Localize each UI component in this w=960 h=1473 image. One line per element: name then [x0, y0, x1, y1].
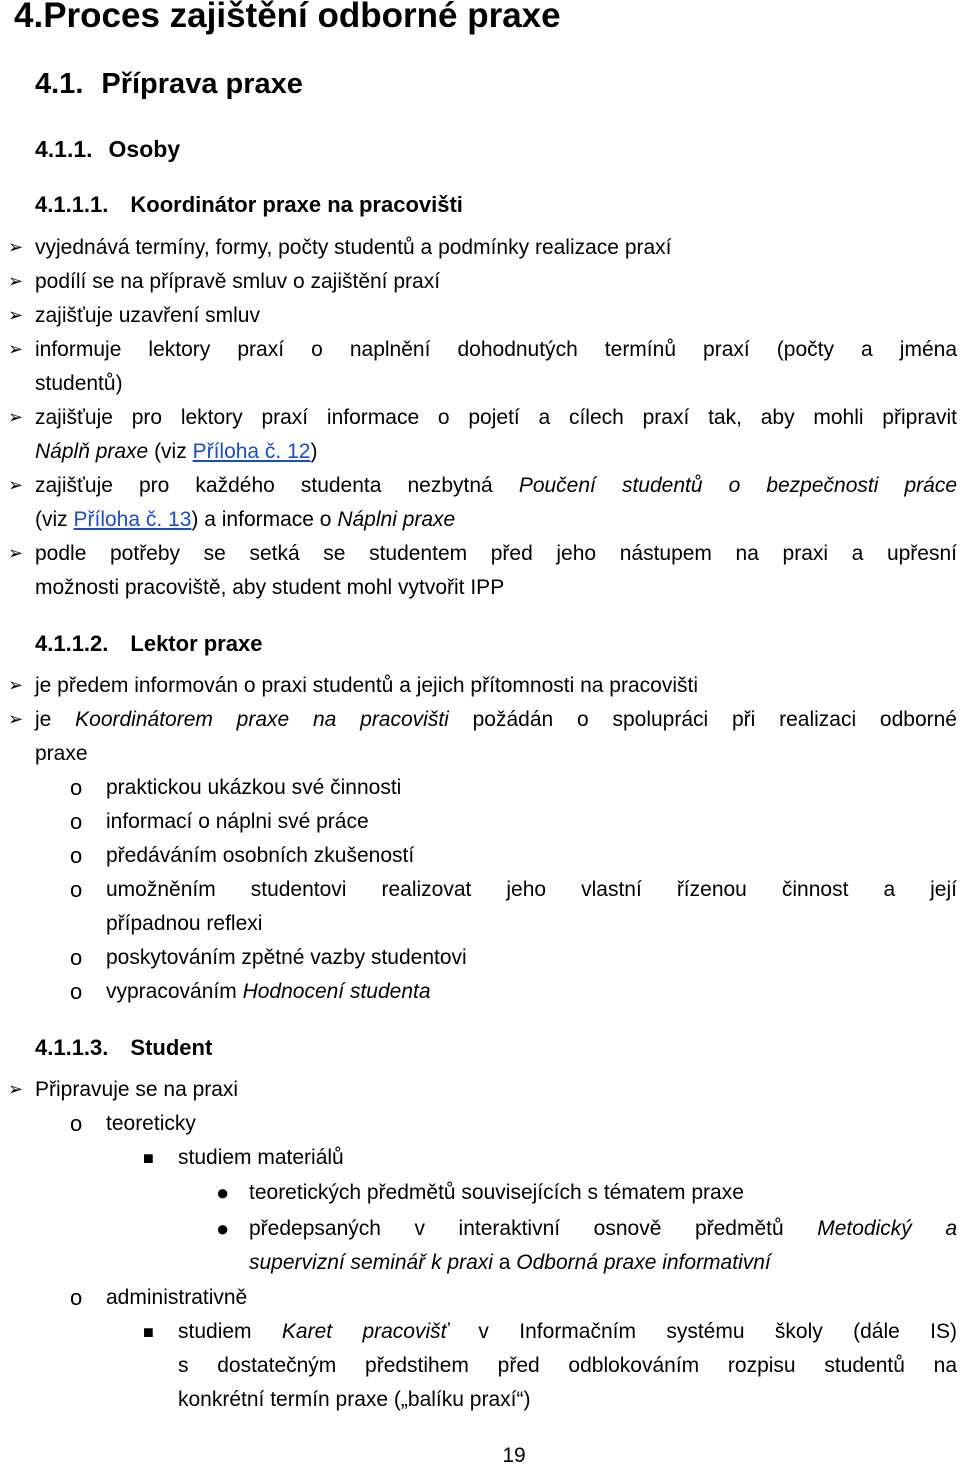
italic-term: Odborná praxe informativní	[516, 1251, 771, 1274]
circle-bullet-icon: o	[70, 945, 83, 970]
circle-bullet-icon: o	[70, 979, 83, 1004]
subsection-heading	[35, 136, 180, 163]
text-run: (viz	[35, 508, 74, 531]
dot-bullet-icon: ●	[216, 1180, 230, 1205]
link-label[interactable]: Příloha č.	[73, 508, 163, 531]
heading-title: Koordinátor praxe na pracovišti	[130, 192, 463, 217]
section-heading	[35, 68, 303, 101]
page-number: 19	[502, 1444, 526, 1467]
text-run: zajišťuje pro každého studenta nezbytná	[35, 474, 519, 497]
sub-sub-list-item: studiem materiálů	[178, 1146, 344, 1169]
arrow-bullet-icon: ➢	[8, 237, 24, 258]
italic-term: Poučení studentů o bezpečnosti práce	[518, 474, 958, 497]
italic-term: Náplni praxe	[337, 508, 456, 531]
sub-list-item: předáváním osobních zkušeností	[106, 844, 415, 867]
list-item-continuation	[35, 503, 455, 537]
appendix-link-12[interactable]	[193, 440, 311, 463]
link-number[interactable]: 13	[162, 508, 192, 531]
circle-bullet-icon: o	[70, 877, 83, 902]
heading-title: Student	[130, 1035, 213, 1060]
subsection-title: Osoby	[108, 136, 181, 162]
sub-list-item: umožněním studentovi realizovat jeho vlastní řízenou činnost a její	[106, 878, 957, 901]
list-item: zajišťuje uzavření smluv	[35, 304, 260, 327]
arrow-bullet-icon: ➢	[8, 305, 24, 326]
square-bullet-icon: ■	[143, 1322, 154, 1342]
italic-term: Hodnocení studenta	[242, 980, 431, 1003]
chapter-heading: 4.Proces zajištění odborné praxe	[14, 0, 561, 35]
italic-term: Karet pracovišť	[281, 1320, 449, 1343]
list-item-continuation: praxe	[35, 742, 88, 765]
text-run: je	[35, 708, 76, 731]
text-run: )	[310, 440, 318, 463]
arrow-bullet-icon: ➢	[8, 675, 24, 696]
sub-list-item: administrativně	[106, 1286, 248, 1309]
sub-sub-list-item-continuation: s dostatečným předstihem před odblokováním rozpisu studentů na	[178, 1354, 957, 1377]
subsubsection-heading-lektor	[35, 631, 262, 657]
italic-term: supervizní seminář k praxi	[249, 1251, 493, 1274]
list-item: je předem informován o praxi studentů a jejich přítomnosti na pracovišti	[35, 674, 698, 697]
circle-bullet-icon: o	[70, 843, 83, 868]
list-item: vyjednává termíny, formy, počty studentů a podmínky realizace praxí	[35, 236, 672, 259]
italic-term: Náplň praxe	[35, 440, 149, 463]
list-item-continuation: možnosti pracoviště, aby student mohl vytvořit IPP	[35, 576, 505, 599]
arrow-bullet-icon: ➢	[8, 339, 24, 360]
square-bullet-icon: ■	[143, 1148, 154, 1168]
sub-sub-list-item	[178, 1315, 957, 1349]
sub-list-item: poskytováním zpětné vazby studentovi	[106, 946, 467, 969]
text-run: ) a informace o	[191, 508, 338, 531]
heading-number: 4.1.1.3.	[35, 1035, 109, 1060]
text-run: vypracováním	[106, 980, 243, 1003]
circle-bullet-icon: o	[70, 1285, 83, 1310]
heading-number: 4.1.1.1.	[35, 192, 109, 217]
dot-bullet-icon: ●	[216, 1216, 230, 1241]
list-item: informuje lektory praxí o naplnění dohodnutých termínů praxí (počty a jména	[35, 338, 957, 361]
sub-list-item-continuation: případnou reflexi	[106, 912, 263, 935]
italic-term: Koordinátorem praxe na pracovišti	[75, 708, 449, 731]
sub-sub-list-item-continuation: konkrétní termín praxe („balíku praxí“)	[178, 1388, 531, 1411]
list-item: podílí se na přípravě smluv o zajištění praxí	[35, 270, 441, 293]
list-item: podle potřeby se setká se studentem před jeho nástupem na praxi a upřesní	[35, 542, 957, 565]
text-run: předepsaných v interaktivní osnově předmětů	[249, 1217, 818, 1240]
section-title: Příprava praxe	[101, 68, 303, 100]
arrow-bullet-icon: ➢	[8, 475, 24, 496]
arrow-bullet-icon: ➢	[8, 407, 24, 428]
text-run: studiem	[178, 1320, 282, 1343]
level4-list-item: teoretických předmětů souvisejících s tématem praxe	[249, 1181, 744, 1204]
section-number: 4.1.	[35, 68, 84, 100]
arrow-bullet-icon: ➢	[8, 543, 24, 564]
link-number[interactable]: 12	[281, 440, 311, 463]
appendix-link-13[interactable]	[74, 508, 192, 531]
list-item	[35, 469, 957, 503]
list-item-continuation	[35, 435, 317, 469]
subsection-number: 4.1.1.	[35, 136, 93, 162]
subsubsection-heading-koordinator	[35, 192, 463, 218]
level4-list-item-continuation	[249, 1246, 771, 1280]
sub-list-item: teoreticky	[106, 1112, 196, 1135]
text-run: (viz	[148, 440, 193, 463]
subsubsection-heading-student	[35, 1035, 212, 1061]
circle-bullet-icon: o	[70, 1111, 83, 1136]
sub-list-item	[106, 975, 431, 1009]
heading-number: 4.1.1.2.	[35, 631, 109, 656]
level4-list-item	[249, 1212, 957, 1246]
text-run: a	[492, 1251, 517, 1274]
list-item-continuation: studentů)	[35, 372, 123, 395]
link-label[interactable]: Příloha č.	[192, 440, 282, 463]
list-item: zajišťuje pro lektory praxí informace o pojetí a cílech praxí tak, aby mohli připravit	[35, 406, 957, 429]
arrow-bullet-icon: ➢	[8, 271, 24, 292]
sub-list-item: informací o náplni své práce	[106, 810, 369, 833]
arrow-bullet-icon: ➢	[8, 709, 24, 730]
circle-bullet-icon: o	[70, 775, 83, 800]
text-run: v Informačním systému školy (dále IS)	[448, 1320, 957, 1343]
sub-list-item: praktickou ukázkou své činnosti	[106, 776, 402, 799]
heading-title: Lektor praxe	[130, 631, 263, 656]
text-run: požádán o spolupráci při realizaci odborné	[448, 708, 957, 731]
circle-bullet-icon: o	[70, 809, 83, 834]
list-item: Připravuje se na praxi	[35, 1078, 239, 1101]
list-item	[35, 703, 957, 737]
italic-term: Metodický a	[817, 1217, 958, 1240]
arrow-bullet-icon: ➢	[8, 1079, 24, 1100]
